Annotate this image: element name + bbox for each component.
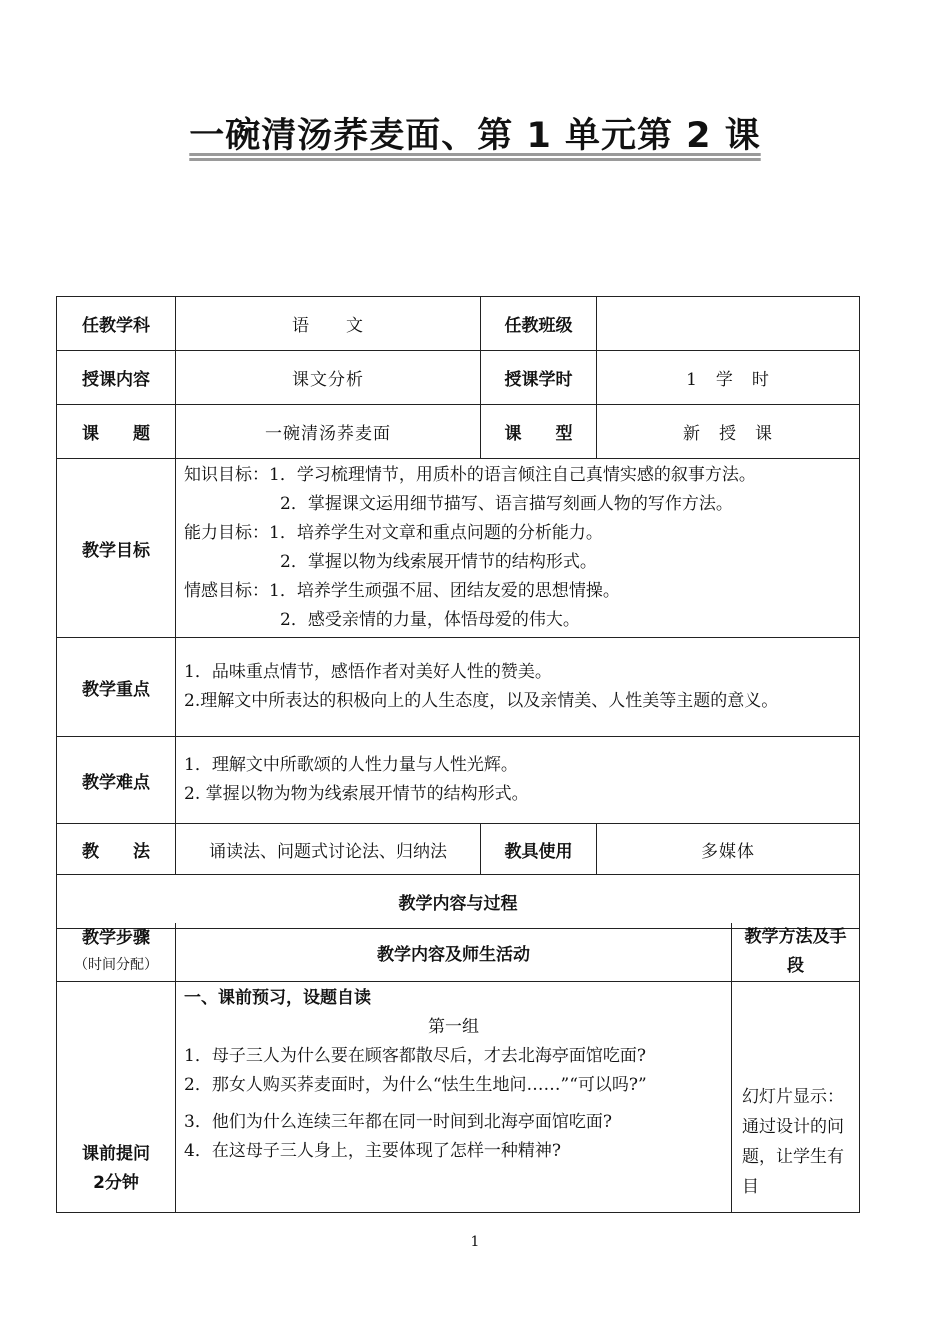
difficulty-line: 1．理解文中所歌颂的人性力量与人性光辉。 [184, 755, 518, 775]
section-title: 一、课前预习，设题自读 [184, 988, 371, 1008]
content-value: 课文分析 [176, 351, 481, 405]
step-name: 课前提问 [82, 1144, 150, 1164]
objective-line: 情感目标：1．培养学生顽强不屈、团结友爱的思想情操。 [184, 581, 620, 601]
hours-label: 授课学时 [481, 351, 597, 405]
lesson-info-table [56, 296, 860, 929]
step-header-subtitle: （时间分配） [74, 957, 158, 973]
question-item: 2．那女人购买荞麦面时，为什么“怯生生地问……”“可以吗?” [184, 1075, 647, 1095]
tools-label: 教具使用 [481, 824, 597, 875]
difficulty-line: 2. 掌握以物为物为线索展开情节的结构形式。 [184, 784, 529, 804]
key-point-line: 2.理解文中所表达的积极向上的人生态度，以及亲情美、人性美等主题的意义。 [184, 691, 779, 711]
class-value [597, 297, 860, 351]
content-label: 授课内容 [57, 351, 176, 405]
class-label: 任教班级 [481, 297, 597, 351]
method-note: 幻灯片显示：通过设计的问题，让学生有目 [742, 1087, 844, 1197]
process-table [56, 923, 860, 1213]
hours-value: 1 学 时 [597, 351, 860, 405]
method-column-header: 教学方法及手段 [732, 923, 860, 982]
subject-value: 语 文 [176, 297, 481, 351]
type-label: 课 型 [481, 405, 597, 459]
objective-line: 能力目标：1．培养学生对文章和重点问题的分析能力。 [184, 523, 603, 543]
content-column-header: 教学内容及师生活动 [176, 923, 732, 982]
page-number: 1 [470, 1234, 480, 1250]
type-value: 新 授 课 [597, 405, 860, 459]
step-cell [57, 982, 176, 1213]
process-header: 教学内容与过程 [57, 875, 860, 929]
key-points-content [176, 638, 860, 737]
method-cell [732, 982, 860, 1213]
difficulties-content [176, 737, 860, 824]
question-item: 3．他们为什么连续三年都在同一时间到北海亭面馆吃面? [184, 1112, 612, 1132]
objectives-content [176, 459, 860, 638]
objective-line: 2．感受亲情的力量，体悟母爱的伟大。 [280, 610, 580, 630]
topic-label: 课 题 [57, 405, 176, 459]
tools-value: 多媒体 [597, 824, 860, 875]
step-column-header [57, 923, 176, 982]
objective-line: 2．掌握课文运用细节描写、语言描写刻画人物的写作方法。 [280, 494, 733, 514]
group-label: 第一组 [428, 1017, 479, 1037]
methods-value: 诵读法、问题式讨论法、归纳法 [176, 824, 481, 875]
activity-cell [176, 982, 732, 1213]
topic-value: 一碗清汤荞麦面 [176, 405, 481, 459]
step-time: 2分钟 [93, 1173, 139, 1193]
difficulties-label: 教学难点 [57, 737, 176, 824]
objective-line: 知识目标：1．学习梳理情节，用质朴的语言倾注自己真情实感的叙事方法。 [184, 465, 756, 485]
key-point-line: 1．品味重点情节，感悟作者对美好人性的赞美。 [184, 662, 552, 682]
question-item: 4．在这母子三人身上，主要体现了怎样一种精神? [184, 1141, 561, 1161]
key-points-label: 教学重点 [57, 638, 176, 737]
question-item: 1．母子三人为什么要在顾客都散尽后，才去北海亭面馆吃面? [184, 1046, 646, 1066]
subject-label: 任教学科 [57, 297, 176, 351]
methods-label: 教 法 [57, 824, 176, 875]
objective-line: 2．掌握以物为线索展开情节的结构形式。 [280, 552, 597, 572]
step-header-title: 教学步骤 [82, 928, 150, 948]
objectives-label: 教学目标 [57, 459, 176, 638]
document-title: 一碗清汤荞麦面、第 1 单元第 2 课 [189, 116, 761, 156]
